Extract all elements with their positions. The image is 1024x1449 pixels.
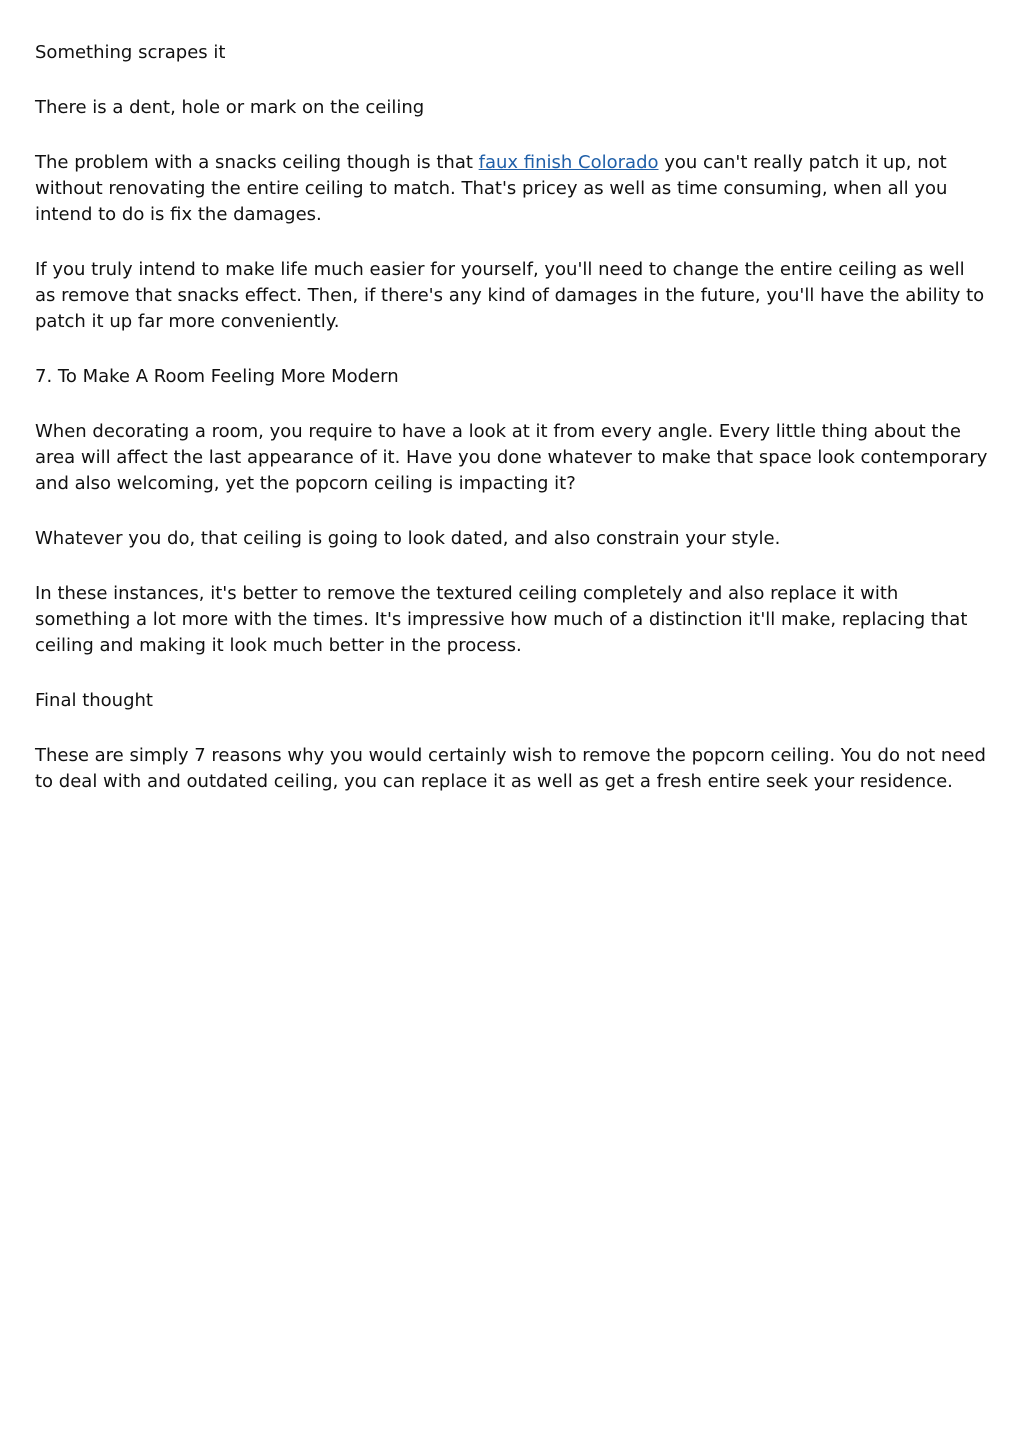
paragraph-decorating-room: When decorating a room, you require to have a look at it from every angle. Every little thing about the area will affect the last appearance of it. Have you done whatever to make that space look contemporary and also welcoming, yet the popcorn ceiling is impacting it?: [35, 421, 988, 494]
paragraph-replace-textured-ceiling: In these instances, it's better to remove the textured ceiling completely and also replace it with something a lot more with the times. It's impressive how much of a distinction it'll make, replacing that ceiling and making it look much better in the process.: [35, 583, 968, 656]
paragraph-make-life-easier: If you truly intend to make life much easier for yourself, you'll need to change the entire ceiling as well as remove that snacks effect. Then, if there's any kind of damages in the future, you'll have the ability to patch it up far more conveniently.: [35, 259, 985, 332]
document-body: [35, 40, 990, 824]
faux-finish-colorado-link[interactable]: faux finish Colorado: [478, 152, 659, 173]
paragraph-text-before-link: The problem with a snacks ceiling though is that: [35, 152, 479, 173]
paragraph-dent-hole-mark: There is a dent, hole or mark on the ceiling: [35, 97, 425, 118]
paragraph-ceiling-dated: Whatever you do, that ceiling is going to look dated, and also constrain your style.: [35, 528, 781, 549]
paragraph-seven-reasons-summary: These are simply 7 reasons why you would certainly wish to remove the popcorn ceiling. You do not need to deal with and outdated ceiling, you can replace it as well as get a fresh entire seek your residence.: [35, 745, 986, 792]
section-heading-more-modern: 7. To Make A Room Feeling More Modern: [35, 366, 399, 387]
section-heading-final-thought: Final thought: [35, 690, 153, 711]
paragraph-something-scrapes: Something scrapes it: [35, 42, 226, 63]
paragraph-text-after-link: you can't really patch it up, not without renovating the entire ceiling to match. That's pricey as well as time consuming, when all you intend to do is fix the damages.: [35, 152, 948, 225]
paragraph-snacks-ceiling-problem: [35, 150, 990, 228]
